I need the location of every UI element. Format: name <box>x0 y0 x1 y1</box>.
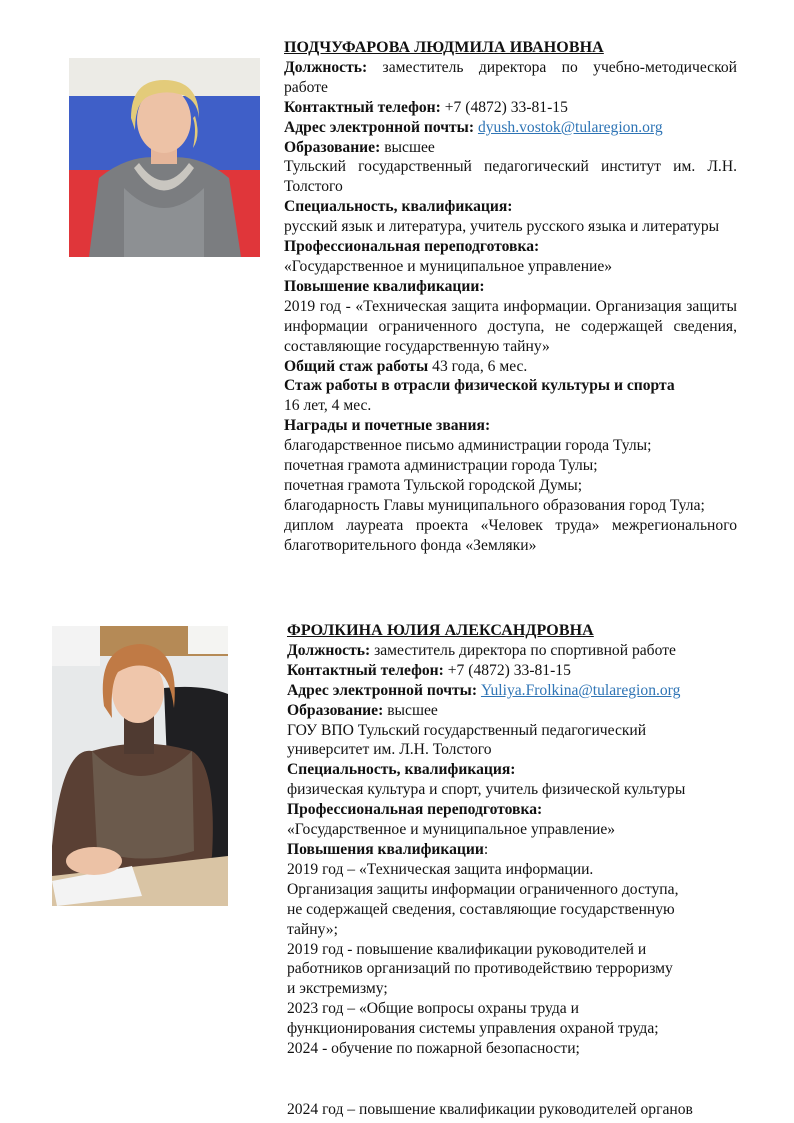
education-value: высшее <box>387 701 438 719</box>
training-line: 2019 год – «Техническая защита информации. <box>287 860 594 878</box>
position-label: Должность: <box>284 58 368 76</box>
training-label: Повышение квалификации: <box>284 277 485 295</box>
specialty-value: русский язык и литература, учитель русского языка и литературы <box>284 218 720 236</box>
position-value: заместитель директора по учебно-методической работе <box>284 58 737 96</box>
training-line: 2024 - обучение по пожарной безопасности; <box>287 1040 580 1058</box>
phone-label: Контактный телефон: <box>287 661 444 679</box>
portrait-image <box>52 626 228 906</box>
training-line: функционирования системы управления охраной труда; <box>287 1020 659 1038</box>
institution: Тульский государственный педагогический институт им. Л.Н. Толстого <box>284 158 737 196</box>
training-line: не содержащей сведения, составляющие государственную <box>287 900 675 918</box>
education-row <box>287 701 747 721</box>
institution-line: ГОУ ВПО Тульский государственный педагогический <box>287 721 647 739</box>
training-line-continued: 2024 год – повышение квалификации руководителей органов <box>287 1101 693 1118</box>
training-colon: : <box>483 840 489 858</box>
portrait-image <box>69 58 260 257</box>
award-item: благодарственное письмо администрации города Тулы; <box>284 437 652 455</box>
total-experience-value: 43 года, 6 мес. <box>432 357 528 375</box>
retraining-label: Профессиональная переподготовка: <box>287 801 543 819</box>
award-item: почетная грамота Тульской городской Думы; <box>284 476 583 494</box>
position-row <box>287 641 747 661</box>
training-line: 2023 год – «Общие вопросы охраны труда и <box>287 1000 579 1018</box>
retraining-value: «Государственное и муниципальное управление» <box>284 257 613 275</box>
phone-row <box>284 98 737 118</box>
portrait-photo-podchufarova <box>69 58 260 257</box>
phone-value: +7 (4872) 33-81-15 <box>447 661 571 679</box>
education-label: Образование: <box>284 138 381 156</box>
training-item: 2019 год - «Техническая защита информации. Организация защиты информации ограниченного доступа, не содержащей сведения, составляющие государственную тайну» <box>284 297 737 355</box>
awards-label: Награды и почетные звания: <box>284 417 491 435</box>
person-name: ПОДЧУФАРОВА ЛЮДМИЛА ИВАНОВНА <box>284 39 604 56</box>
total-experience-row <box>284 357 737 377</box>
training-label: Повышения квалификации <box>287 840 484 858</box>
retraining-value: «Государственное и муниципальное управление» <box>287 821 616 839</box>
person-card-frolkina <box>287 621 747 1059</box>
phone-label: Контактный телефон: <box>284 98 441 116</box>
award-item: благодарность Главы муниципального образования город Тула; <box>284 496 705 514</box>
training-line: 2019 год - повышение квалификации руководителей и <box>287 940 647 958</box>
email-link[interactable]: Yuliya.Frolkina@tularegion.org <box>480 681 681 699</box>
sport-experience-label: Стаж работы в отрасли физической культуры и спорта <box>284 377 675 395</box>
training-line: работников организаций по противодействию терроризму <box>287 960 673 978</box>
training-heading <box>287 840 747 860</box>
award-item: почетная грамота администрации города Тулы; <box>284 457 598 475</box>
specialty-label: Специальность, квалификация: <box>287 761 516 779</box>
position-row <box>284 58 737 98</box>
award-item: диплом лауреата проекта «Человек труда» межрегионального благотворительного фонда «Земляки» <box>284 516 737 554</box>
phone-row <box>287 661 747 681</box>
person-card-podchufarova <box>284 38 737 556</box>
email-link[interactable]: dyush.vostok@tularegion.org <box>477 118 663 136</box>
specialty-value: физическая культура и спорт, учитель физической культуры <box>287 781 686 799</box>
retraining-label: Профессиональная переподготовка: <box>284 238 540 256</box>
training-line: тайну»; <box>287 920 338 938</box>
education-row <box>284 138 737 158</box>
specialty-label: Специальность, квалификация: <box>284 198 513 216</box>
person-name: ФРОЛКИНА ЮЛИЯ АЛЕКСАНДРОВНА <box>287 622 594 639</box>
total-experience-label: Общий стаж работы <box>284 357 429 375</box>
position-label: Должность: <box>287 641 371 659</box>
position-value: заместитель директора по спортивной работе <box>374 641 676 659</box>
education-label: Образование: <box>287 701 384 719</box>
email-row <box>284 118 737 138</box>
email-label: Адрес электронной почты: <box>287 681 478 699</box>
phone-value: +7 (4872) 33-81-15 <box>444 98 568 116</box>
training-line: и экстремизму; <box>287 980 388 998</box>
sport-experience-value: 16 лет, 4 мес. <box>284 397 372 415</box>
portrait-photo-frolkina <box>52 626 228 906</box>
training-line: Организация защиты информации ограниченного доступа, <box>287 880 679 898</box>
email-row <box>287 681 747 701</box>
email-label: Адрес электронной почты: <box>284 118 475 136</box>
education-value: высшее <box>384 138 435 156</box>
institution-line: университет им. Л.Н. Толстого <box>287 741 492 759</box>
